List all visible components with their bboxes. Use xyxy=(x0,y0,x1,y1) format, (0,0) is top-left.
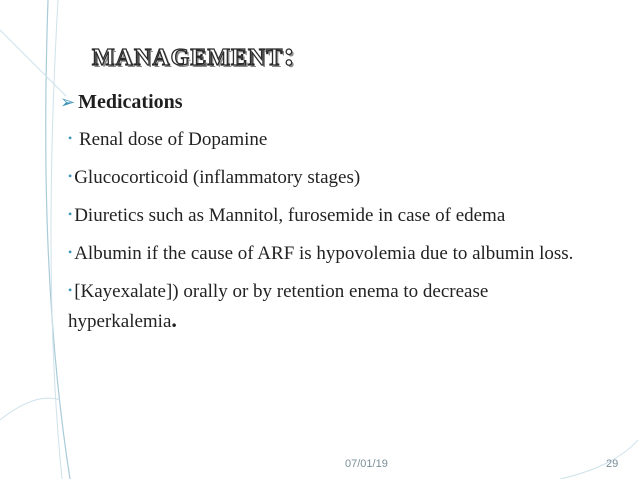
list-item-text: Renal dose of Dopamine xyxy=(74,129,268,150)
list-item xyxy=(68,200,588,230)
list-item xyxy=(68,124,588,154)
list-item xyxy=(68,162,588,192)
page-number: 29 xyxy=(606,458,619,470)
footer-date: 07/01/19 xyxy=(345,458,388,470)
bullet-dot-icon: • xyxy=(68,245,73,259)
bullet-dot-icon: • xyxy=(68,207,73,221)
final-period: . xyxy=(171,307,177,332)
slide-title: management: xyxy=(92,36,296,73)
bullet-dot-icon: • xyxy=(68,169,73,183)
list-item-text: Glucocorticoid (inflammatory stages) xyxy=(74,167,361,188)
list-item-text: Diuretics such as Mannitol, furosemide in case of edema xyxy=(74,205,506,226)
list-item-text: [Kayexalate]) orally or by retention enema to decrease hyperkalemia xyxy=(68,281,489,332)
slide-body xyxy=(60,88,588,344)
list-item xyxy=(68,276,588,336)
list-item xyxy=(68,238,588,268)
heading-row xyxy=(60,88,588,116)
bullet-dot-icon: • xyxy=(68,283,73,297)
list-item-text: Albumin if the cause of ARF is hypovolemia due to albumin loss. xyxy=(74,243,574,264)
bullet-dot-icon: • xyxy=(68,131,73,145)
section-heading: Medications xyxy=(78,91,183,113)
arrow-bullet-icon: ➢ xyxy=(60,92,76,112)
